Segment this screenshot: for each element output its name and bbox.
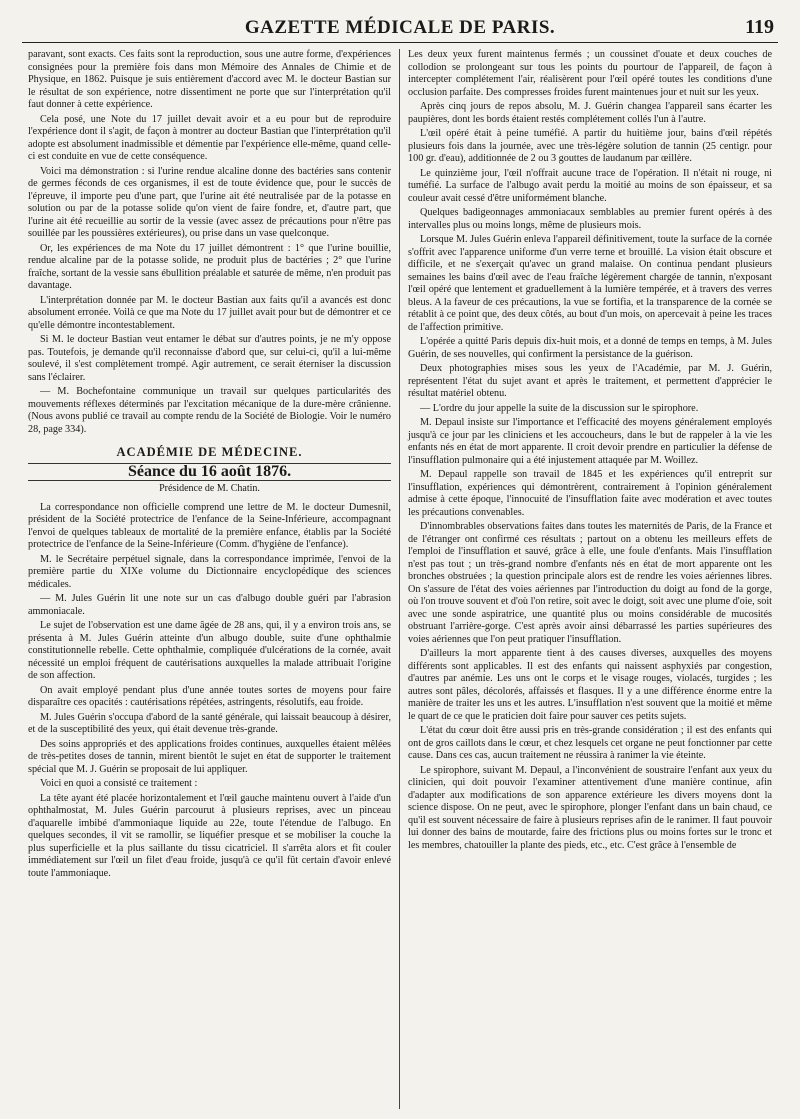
paragraph: Quelques badigeonnages ammoniacaux semblables au premier furent opérés à des intervalles plus ou moins longs, même de plusieurs mois. [408, 207, 772, 231]
session-title: Séance du 16 août 1876. [28, 463, 391, 482]
paragraph: La correspondance non officielle comprend une lettre de M. le docteur Dumesnil, président de la Société protectrice de l'enfance de la Seine-Inférieure, accompagnant l'envoi de quelques tableaux de mortalité de la première enfance, établis par la Société protectrice de l'enfance de la Seine-Inférieure (Comm. d'hygiène de l'enfance). [28, 501, 391, 550]
paragraph: Cela posé, une Note du 17 juillet devait avoir et a eu pour but de reproduire l'expérience dont il s'agit, de façon à montrer au docteur Bastian que l'interprétation qu'il adopte est absolument inadmissible et démentie par l'expérience elle-même, quand celle-ci est conduite en vue de cette conséquence. [28, 113, 391, 162]
paragraph: Après cinq jours de repos absolu, M. J. Guérin changea l'appareil sans écarter les paupières, dont les bords étaient restés complétement collés l'un à l'autre. [408, 101, 772, 125]
paragraph: paravant, sont exacts. Ces faits sont la reproduction, sous une autre forme, d'expériences consignées pour la première fois dans mon Mémoire des Annales de Chimie et de Physique, en 1862. Puisque je suis entièrement d'accord avec M. le docteur Bastian sur le résultat de son expérience, notre dissentiment ne porte que sur l'interprétation qu'il faut donner à cette expérience. [28, 49, 391, 110]
paragraph: — M. Jules Guérin lit une note sur un cas d'albugo double guéri par l'abrasion ammoniacale. [28, 593, 391, 617]
paragraph: Les deux yeux furent maintenus fermés ; un coussinet d'ouate et deux couches de collodion se prolongeant sur tous les points du pourtour de l'appareil, de façon à intercepter complétement l'air, réalisèrent pour l'œil opéré toutes les conditions d'une occlusion parfaite. Des compresses froides furent maintenues jour et nuit sur les yeux. [408, 49, 772, 98]
paragraph: Deux photographies mises sous les yeux de l'Académie, par M. J. Guérin, représentent l'état du sujet avant et après le traitement, et permettent d'apprécier le résultat matériel obtenu. [408, 363, 772, 399]
right-column [400, 49, 778, 1109]
paragraph: Or, les expériences de ma Note du 17 juillet démontrent : 1° que l'urine bouillie, rendue alcaline par de la potasse solide, ne produit plus de bactéries ; 2° que l'urine fraîche, sortant de la vessie sans ébullition préalable et saturée de même, n'en produit pas davantage. [28, 242, 391, 291]
paragraph: Des soins appropriés et des applications froides continues, auxquelles étaient mêlées de très-petites doses de tannin, mirent bientôt le sujet en état de supporter le traitement spécial que M. J. Guérin se proposait de lui appliquer. [28, 738, 391, 775]
paragraph: — L'ordre du jour appelle la suite de la discussion sur le spirophore. [420, 402, 699, 414]
page-number: 119 [745, 16, 774, 38]
presidency-line: Présidence de M. Chatin. [159, 483, 260, 494]
paragraph: M. Depaul rappelle son travail de 1845 et les expériences qu'il entreprit sur l'insufflation, expériences qui démontrèrent, contrairement à l'opinion généralement admise à cette époque, l'innocuité de l'insufflation faite avec modération et avec toutes les précautions convenables. [408, 469, 772, 518]
paragraph: Lorsque M. Jules Guérin enleva l'appareil définitivement, toute la surface de la cornée s'offrit avec l'apparence uniforme d'un verre terne et brouillé. La vision était obscure et difficile, et ne s'exerçait qu'avec un grand malaise. On continua pendant plusieurs semaines les bains d'œil avec de l'eau fraîche légèrement chargée de tannin, n'exposant l'œil opéré que lentement et graduellement à la lumière tempérée, et à travers des verres bleus. A la faveur de ces précautions, la vue se fortifia, et la transparence de la cornée se rétablit à ce point que, des deux côtés, au bout d'un mois, on apercevait à peine les traces de l'affection primitive. [408, 234, 772, 333]
page-header [22, 14, 778, 43]
left-column [22, 49, 400, 1109]
paragraph: L'état du cœur doit être aussi pris en très-grande considération ; il est des enfants qui ont de gros caillots dans le cœur, et chez lesquels cet organe ne peut fonctionner par cette cause. Dans ces cas, aucun traitement ne réussira à ranimer la vie éteinte. [408, 725, 772, 761]
paragraph: Le sujet de l'observation est une dame âgée de 28 ans, qui, il y a environ trois ans, se présenta à M. Jules Guérin atteinte d'un albugo double, suite d'une ophthalmie constitutionnelle rebelle. Cette ophthalmie, compliquée d'ulcérations de la cornée, avait nécessité un emploi fréquent de cautérisations auxquelles la malade attribuait l'origine de son affection. [28, 620, 391, 681]
paragraph: Le spirophore, suivant M. Depaul, a l'inconvénient de soustraire l'enfant aux yeux du clinicien, qui doit pouvoir l'examiner attentivement d'une manière continue, afin d'adapter aux modifications de son apparence extérieure les divers moyens dont la science dispose. On ne peut, avec le spirophore, plonger l'enfant dans un bain chaud, ce qu'il est souvent nécessaire de faire à plusieurs reprises afin de le ranimer. Il faut pouvoir lui donner des bains de moutarde, faire des frictions plus ou moins fortes sur le tronc et les membres, chatouiller la plante des pieds, etc., etc. C'est grâce à l'ensemble de [408, 764, 772, 851]
paragraph: Voici ma démonstration : si l'urine rendue alcaline donne des bactéries sans contenir de germes féconds de ces organismes, il est de toute évidence que, pour le succès de l'épreuve, il importe peu d'une part, que l'urine ait été neutralisée par de la potasse en solution ou par de la potasse solide qu'on vient de faire fondre, et, d'autre part, que l'urine ait été recueillie au sortir de la vessie (avec assez de précautions pour n'être pas souillée par les poussières extérieures), ou prise dans un vase quelconque. [28, 165, 391, 239]
section-heading: ACADÉMIE DE MÉDECINE. [116, 445, 303, 459]
paragraph: M. Depaul insiste sur l'importance et l'efficacité des moyens généralement employés jusqu'à ce jour par les cliniciens et les accoucheurs, dans le but de rappeler à la vie les enfants nés en état de mort apparente. Il croit devoir prendre en particulier la défense de l'insufflation pulmonaire qui a été injustement attaquée par M. Woillez. [408, 417, 772, 466]
paragraph: Voici en quoi a consisté ce traitement : [40, 778, 198, 789]
paragraph: L'interprétation donnée par M. le docteur Bastian aux faits qu'il a avancés est donc absolument erronée. Voilà ce que ma Note du 17 juillet avait pour but de démontrer et ce qu'elle démontre incontestablement. [28, 294, 391, 331]
paragraph: M. le Secrétaire perpétuel signale, dans la correspondance imprimée, l'envoi de la première partie du XIXe volume du Dictionnaire encyclopédique des sciences médicales. [28, 553, 391, 590]
paragraph: Si M. le docteur Bastian veut entamer le débat sur d'autres points, je ne m'y oppose pas. Toutefois, je demande qu'il reconnaisse d'abord que, sur celui-ci, qu'il a lui-même soulevé, il s'est complètement trompé. Agir autrement, ce serait éterniser la discussion sans l'éclairer. [28, 334, 391, 383]
journal-title: GAZETTE MÉDICALE DE PARIS. [244, 17, 556, 38]
paragraph: L'opérée a quitté Paris depuis dix-huit mois, et a donné de temps en temps, à M. Jules Guérin, de ses nouvelles, qui confirment la persistance de la guérison. [408, 336, 772, 360]
paragraph: L'œil opéré était à peine tuméfié. A partir du huitième jour, bains d'œil répétés plusieurs fois dans la journée, avec une très-légère solution de tannin (25 centigr. pour 100 gr. d'eau), additionnée de 2 ou 3 gouttes de laudanum par œillère. [408, 128, 772, 164]
paragraph: On avait employé pendant plus d'une année toutes sortes de moyens pour faire disparaître ces opacités : cautérisations répétées, astringents, résolutifs, eau froide. [28, 684, 391, 708]
paragraph: — M. Bochefontaine communique un travail sur quelques particularités des mouvements réflexes déterminés par l'excitation mécanique de la dure-mère crânienne. (Nous avons publié ce travail au compte rendu de la Société de Biologie. Voir le numéro 28, page 334). [28, 386, 391, 435]
paragraph: La tête ayant été placée horizontalement et l'œil gauche maintenu ouvert à l'aide d'un ophthalmostat, M. Jules Guérin parcourut à plusieurs reprises, avec un pinceau d'aquarelle imbibé d'ammoniaque liquide au 22e, toute l'étendue de l'albugo. En quelques secondes, il vit se ramollir, se liquéfier presque et se mobiliser la couche la plus superficielle et la plus saillante du tissu cicatriciel. Il s'arrêta alors et fit couler immédiatement sur l'œil un filet d'eau froide, jusqu'à ce qu'il fût certain d'avoir enlevé toute l'ammoniaque. [28, 792, 391, 879]
text-columns [22, 49, 778, 1109]
paragraph: M. Jules Guérin s'occupa d'abord de la santé générale, qui laissait beaucoup à désirer, et de la susceptibilité des yeux, qui était devenue très-grande. [28, 711, 391, 735]
paragraph: D'ailleurs la mort apparente tient à des causes diverses, auxquelles des moyens différents sont applicables. Il est des enfants qui naissent asphyxiés par congestion, d'autres par anémie. Les uns ont le corps et le visage rouges, violacés, turgides ; les autres sont pâles, décolorés, affaissés et flasques. Il y a une différence énorme entre la manière de traiter les uns et les autres. L'insufflation n'est souvent que la moitié et même le quart de ce que le praticien doit faire pour sauver ces petits sujets. [408, 648, 772, 722]
paragraph: Le quinzième jour, l'œil n'offrait aucune trace de l'opération. Il n'était ni rouge, ni tuméfié. La surface de l'albugo avait perdu la moitié au moins de son épaisseur, et sa couleur avait cessé d'être uniformément blanche. [408, 167, 772, 204]
paragraph: D'innombrables observations faites dans toutes les maternités de Paris, de la France et de l'étranger ont confirmé ces résultats ; partout on a obtenu les meilleurs effets de l'emploi de l'insufflation et sauvé, grâce à elle, une foule d'enfants. Mais l'insufflation n'est pas tout ; un très-grand nombre d'enfants nés en état de mort apparente ont les bronches obstruées ; la question principale alors est de rendre les voies aériennes libres. On s'assure de l'état des voies aériennes par l'introduction du doigt au fond de la gorge, où l'on trouve souvent et d'où l'on retire, soit avec le doigt, soit avec une plume d'oie, soit avec une sonde aspiratrice, une quantité plus ou moins considérable de mucosités obstruant l'arrière-gorge. C'est après avoir ainsi débarrassé les parties supérieures des voies aériennes que l'on peut pratiquer l'insufflation. [408, 521, 772, 645]
